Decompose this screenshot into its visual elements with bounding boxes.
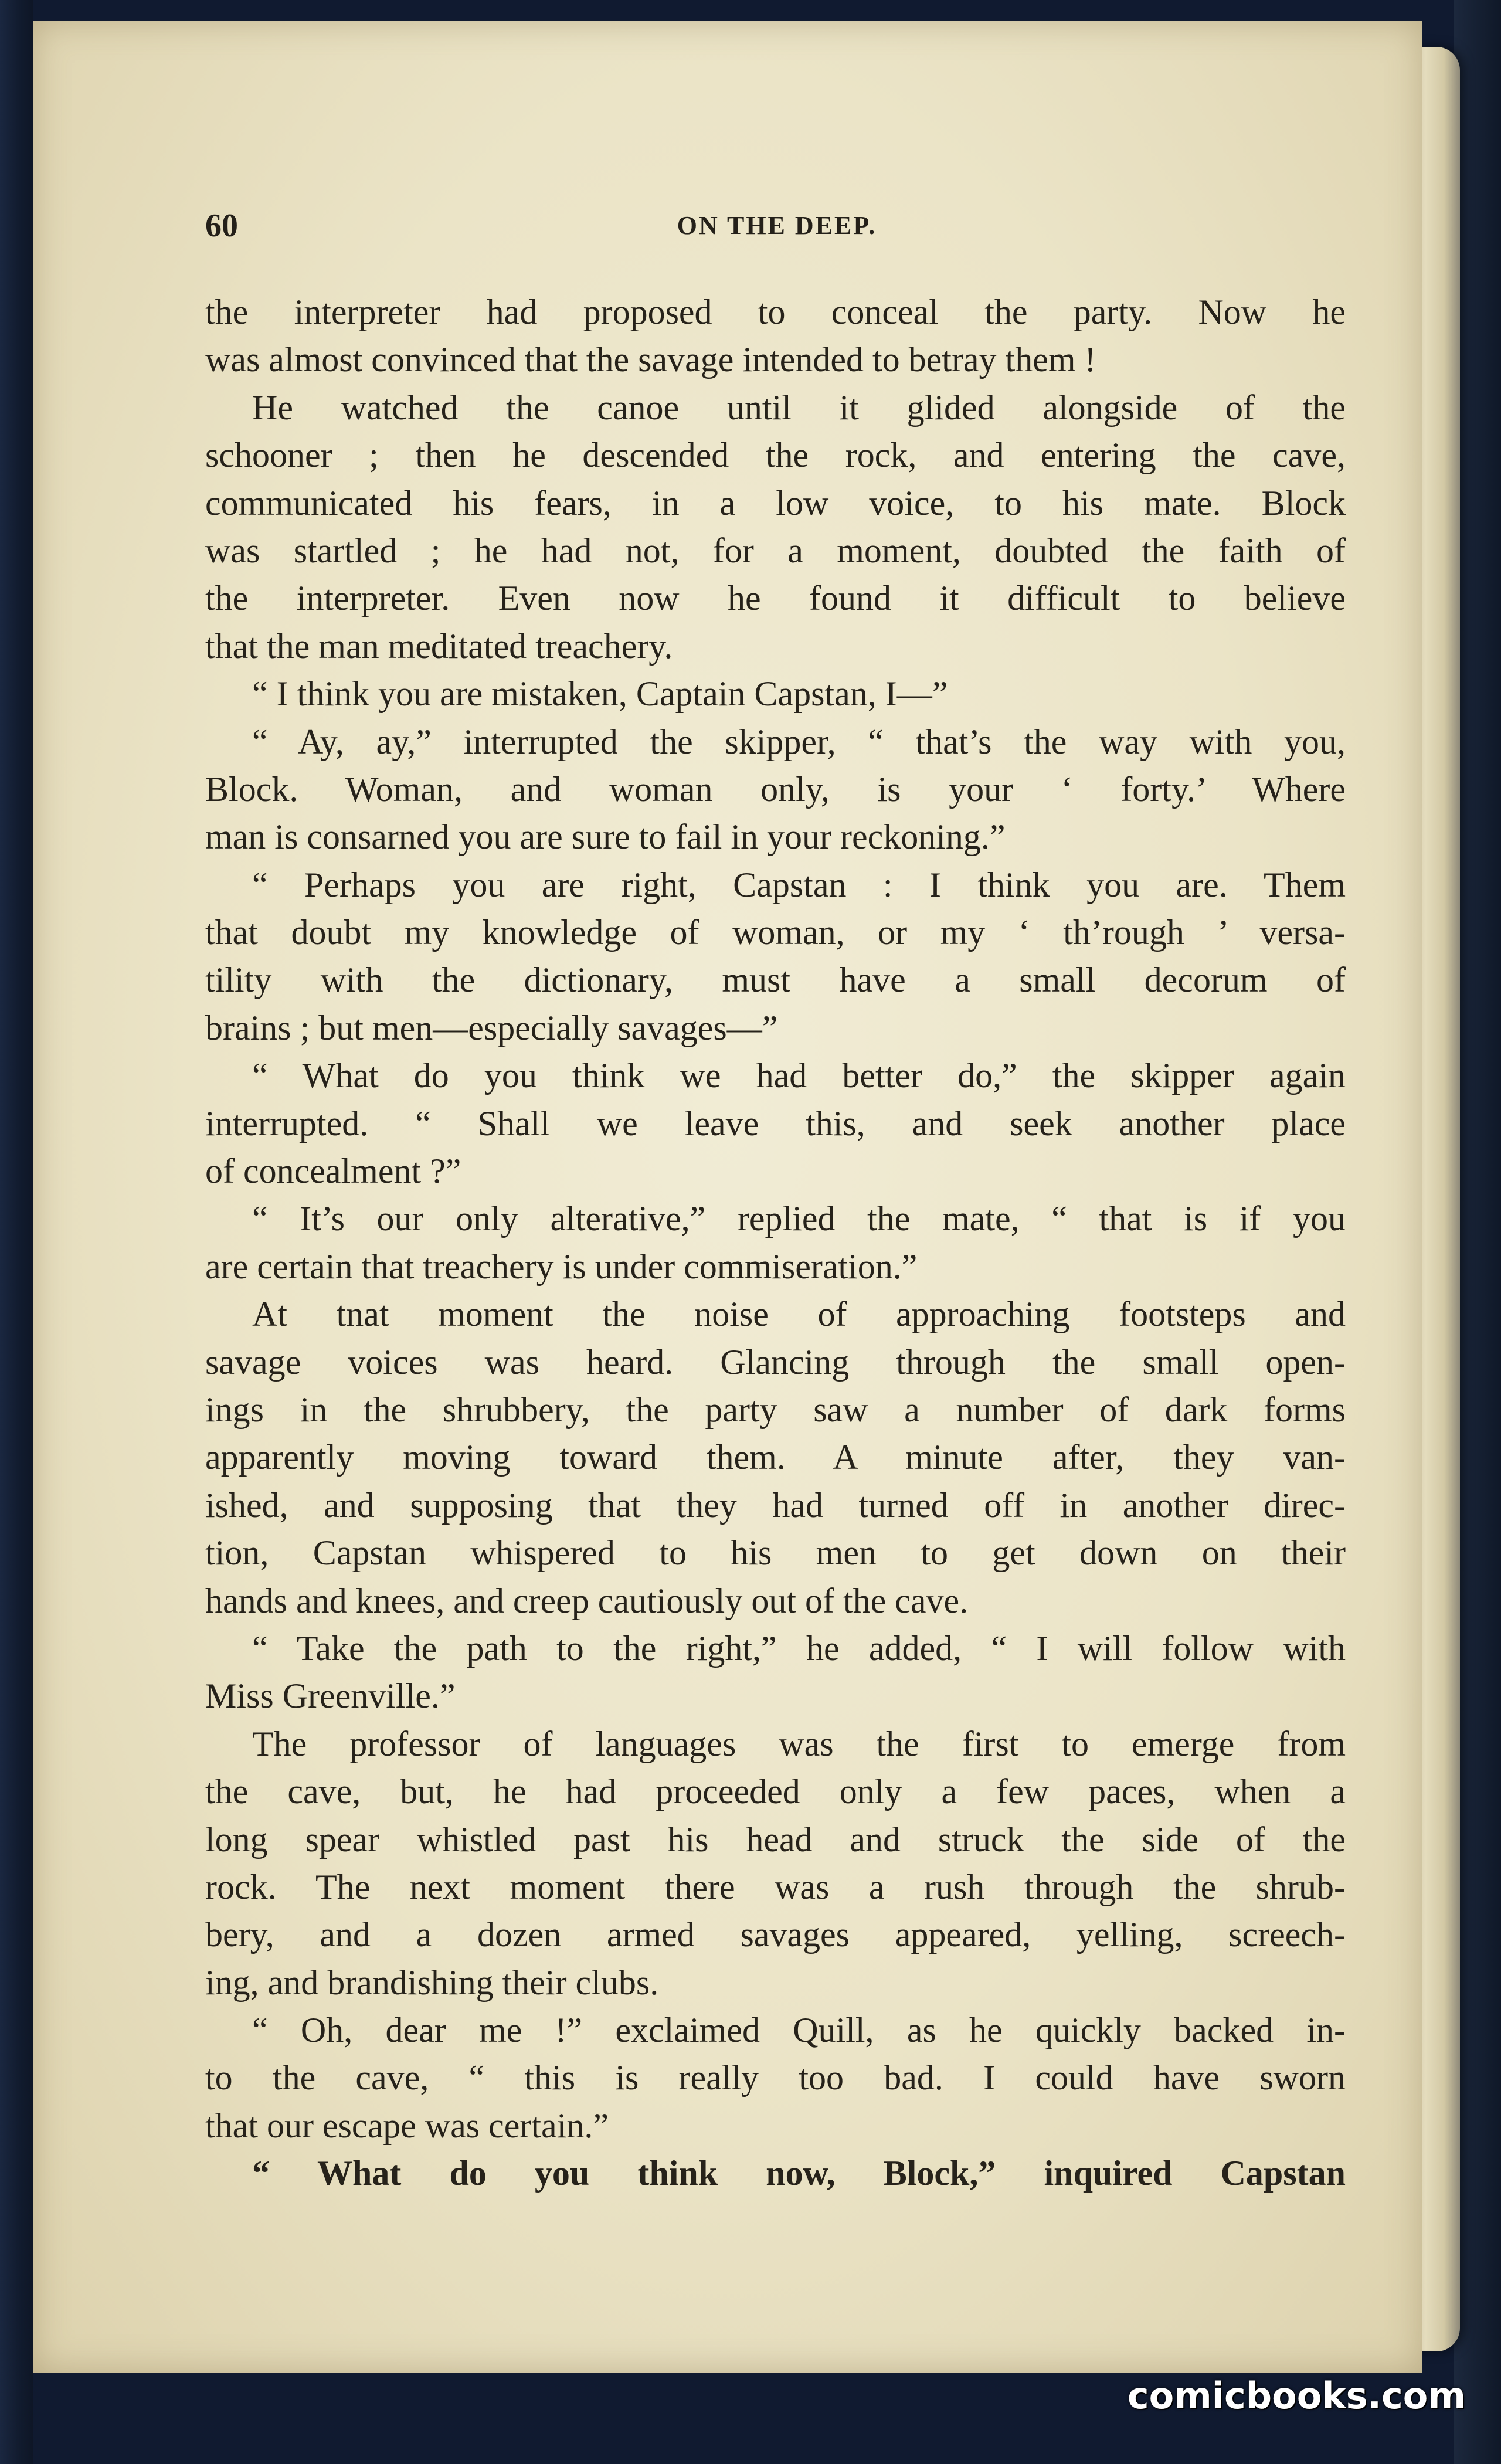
text-line: are certain that treachery is under commiseration.” [205, 1247, 918, 1286]
text-line: tion, Capstan whispered to his men to get down on their [205, 1533, 1346, 1573]
text-line: to the cave, “ this is really too bad. I could have sworn [205, 2058, 1346, 2098]
watermark: comicbooks.com [1127, 2374, 1466, 2417]
text-line: Miss Greenville.” [205, 1676, 456, 1716]
scan-right-edge [1454, 0, 1501, 2464]
text-line: interrupted. “ Shall we leave this, and seek another place [205, 1104, 1346, 1143]
running-head: ON THE DEEP. [677, 211, 877, 240]
text-line: bery, and a dozen armed savages appeared, yelling, screech- [205, 1915, 1346, 1954]
text-line: “ Perhaps you are right, Capstan : I think you are. Them [252, 865, 1346, 904]
text-line: long spear whistled past his head and struck the side of the [205, 1820, 1346, 1859]
text-line: that the man meditated treachery. [205, 626, 673, 666]
text-line: Block. Woman, and woman only, is your ‘ forty.’ Where [205, 769, 1346, 809]
text-line: At tnat moment the noise of approaching footsteps and [252, 1295, 1346, 1334]
text-line: “ It’s our only alterative,” replied the mate, “ that is if you [252, 1199, 1346, 1238]
text-line: that doubt my knowledge of woman, or my ‘ th’rough ’ versa- [205, 913, 1346, 952]
text-line: The professor of languages was the first to emerge from [252, 1724, 1346, 1763]
text-line: tility with the dictionary, must have a small decorum of [205, 961, 1346, 1000]
text-line: “ What do you think now, Block,” inquired Capstan [252, 2154, 1346, 2193]
text-line: hands and knees, and creep cautiously out of the cave. [205, 1581, 969, 1620]
text-line: communicated his fears, in a low voice, to his mate. Block [205, 483, 1346, 522]
text-line: the cave, but, he had proceeded only a few paces, when a [205, 1772, 1346, 1811]
text-line: ished, and supposing that they had turned off in another direc- [205, 1485, 1346, 1525]
page-header [205, 199, 1349, 252]
text-line: man is consarned you are sure to fail in your reckoning.” [205, 817, 1006, 857]
page-number: 60 [205, 208, 238, 244]
text-line: He watched the canoe until it glided alongside of the [252, 388, 1346, 427]
text-line: the interpreter had proposed to conceal the party. Now he [205, 293, 1346, 331]
scan-left-edge [0, 0, 33, 2464]
text-line: “ Take the path to the right,” he added, “ I will follow with [252, 1628, 1346, 1668]
text-line: “ Oh, dear me !” exclaimed Quill, as he quickly backed in- [252, 2011, 1346, 2050]
text-line: brains ; but men—especially savages—” [205, 1008, 778, 1047]
text-line: schooner ; then he descended the rock, and entering the cave, [205, 436, 1346, 475]
text-line: was startled ; he had not, for a moment, doubted the faith of [205, 531, 1346, 570]
text-line: of concealment ?” [205, 1152, 461, 1191]
text-line: “ I think you are mistaken, Captain Capstan, I—” [252, 674, 948, 714]
text-line: that our escape was certain.” [205, 2106, 609, 2145]
text-line: was almost convinced that the savage intended to betray them ! [205, 340, 1096, 379]
text-line: “ What do you think we had better do,” the skipper again [252, 1056, 1346, 1095]
text-line: rock. The next moment there was a rush through the shrub- [205, 1867, 1346, 1906]
text-line: apparently moving toward them. A minute after, they van- [205, 1438, 1346, 1477]
text-line: ing, and brandishing their clubs. [205, 1963, 659, 2002]
text-line: ings in the shrubbery, the party saw a number of dark forms [205, 1390, 1346, 1429]
text-line: savage voices was heard. Glancing through the small open- [205, 1342, 1346, 1382]
text-line: the interpreter. Even now he found it difficult to believe [205, 579, 1346, 618]
text-line: “ Ay, ay,” interrupted the skipper, “ that’s the way with you, [252, 722, 1346, 761]
body-text [205, 289, 1346, 2198]
